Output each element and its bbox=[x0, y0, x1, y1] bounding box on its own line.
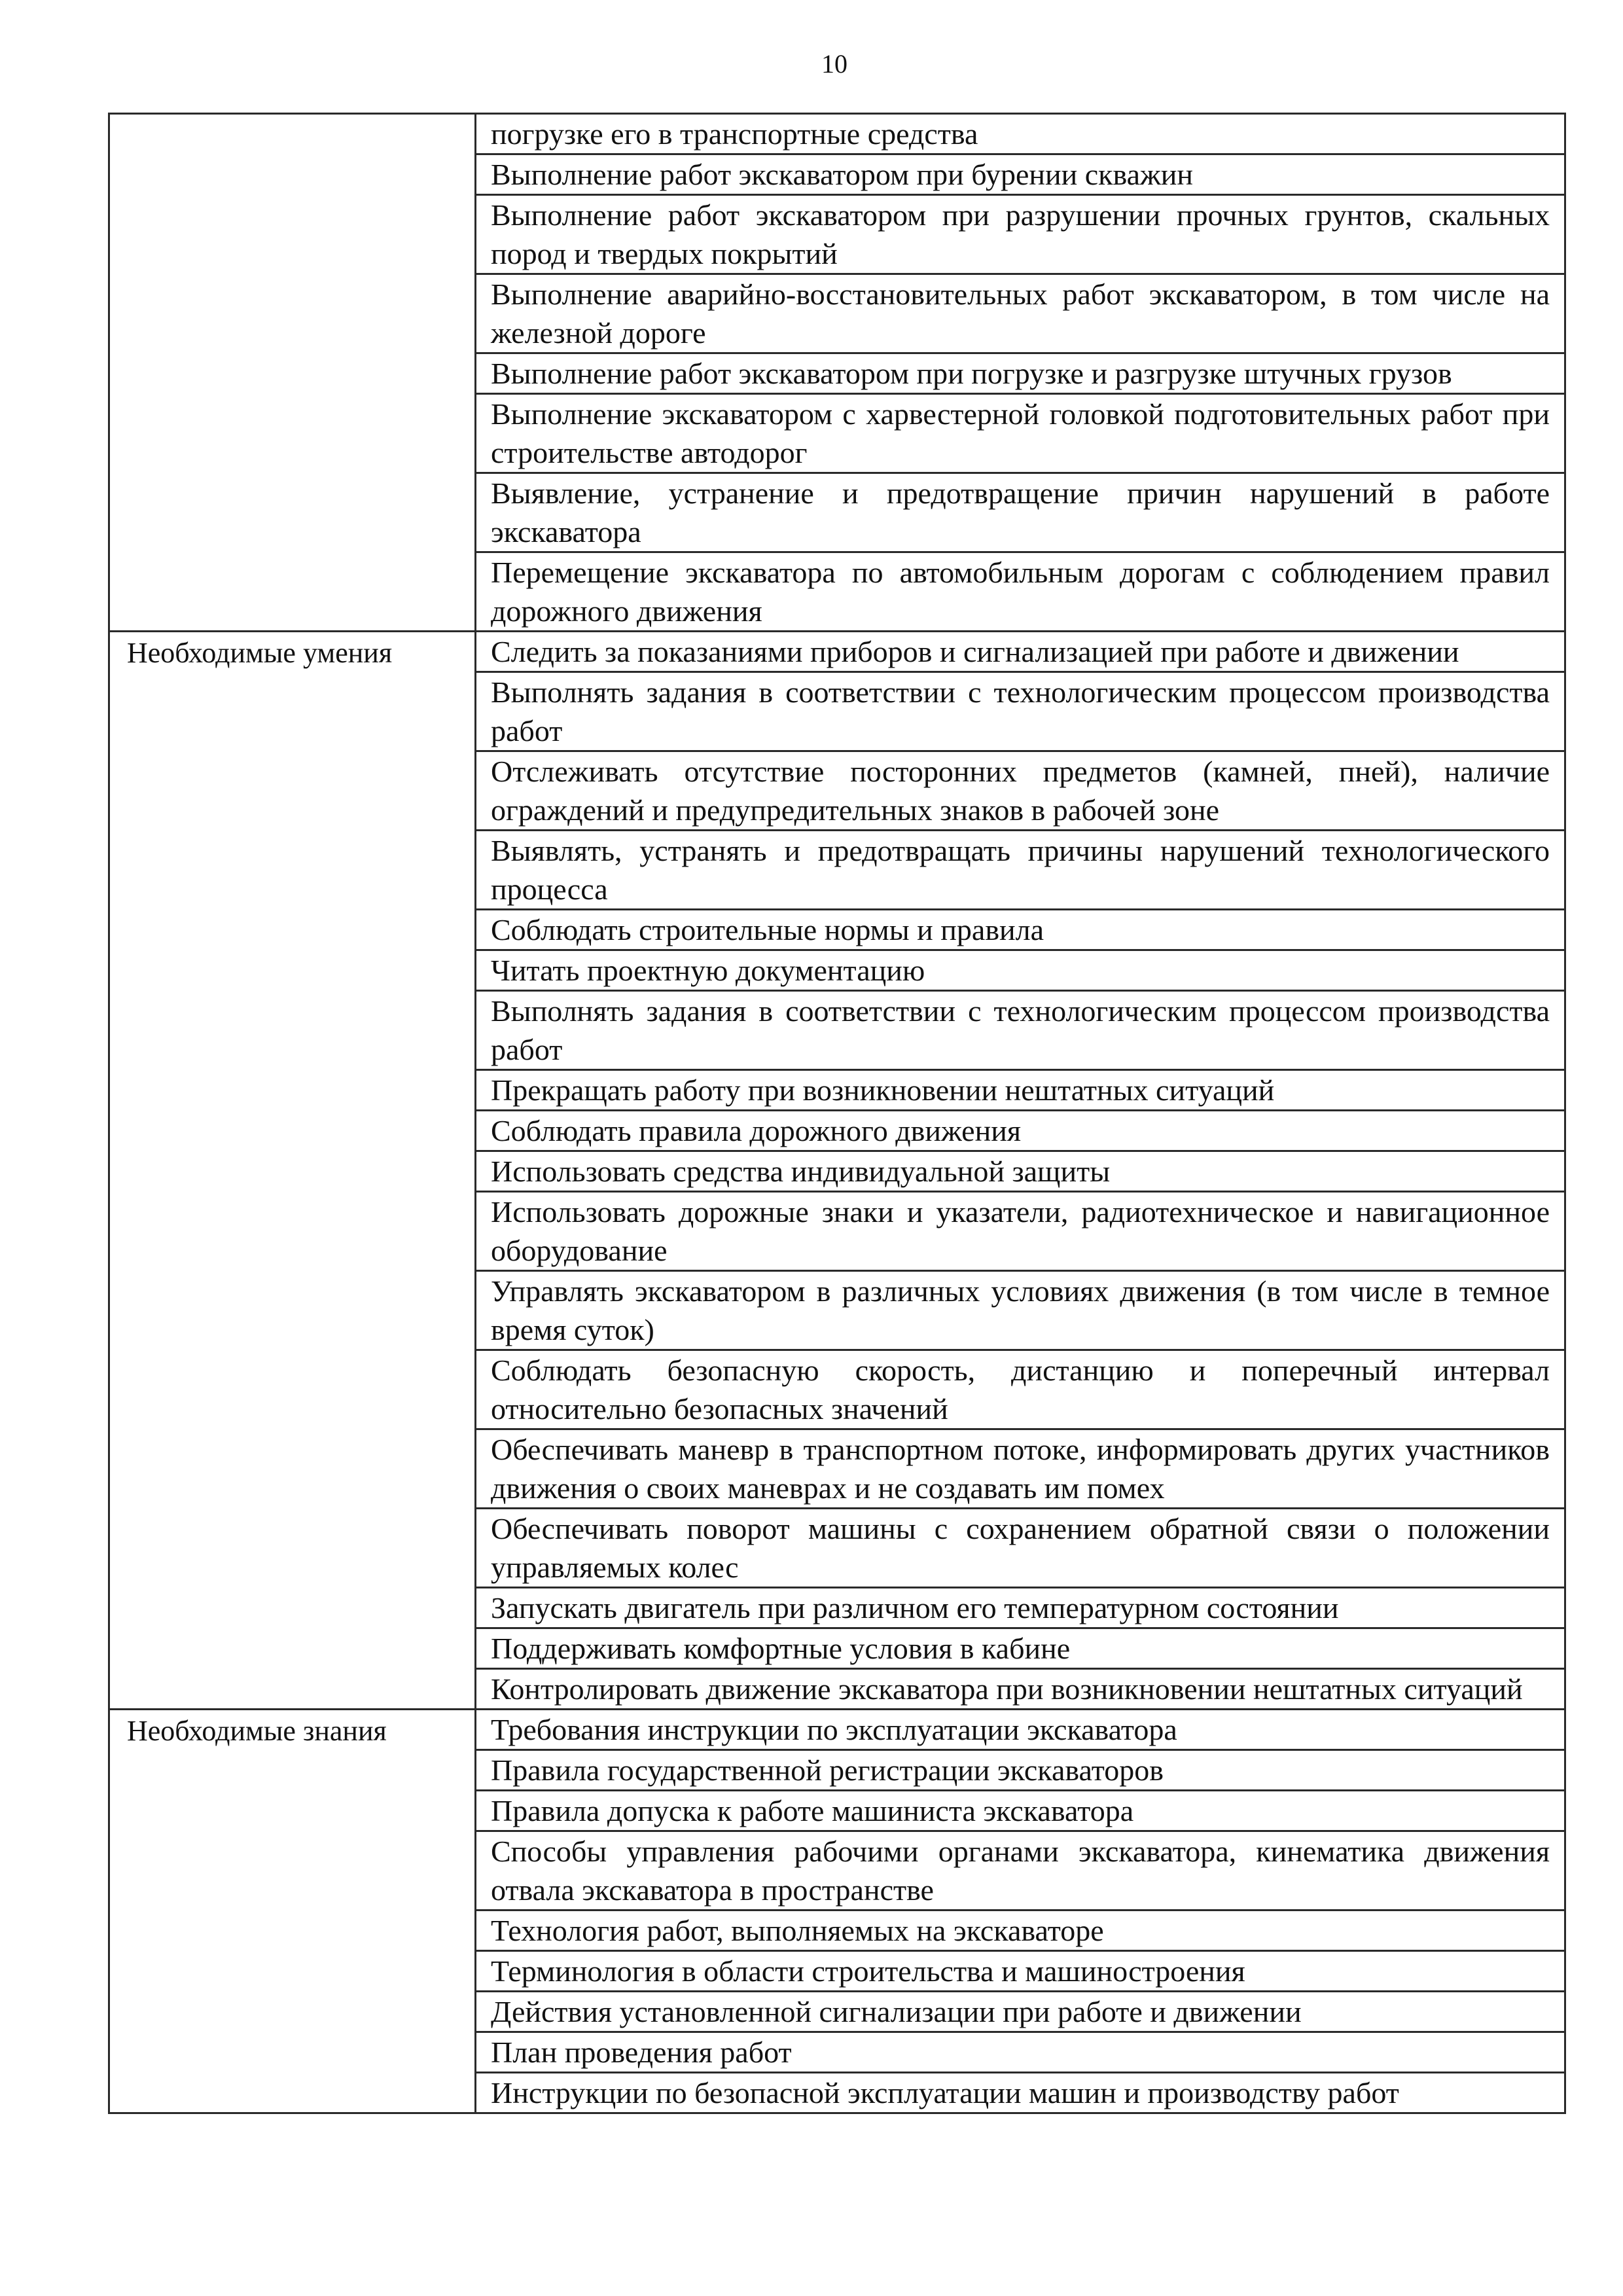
item-cell: Использовать дорожные знаки и указатели, радиотехническое и навигационное оборудование bbox=[476, 1192, 1565, 1271]
item-cell: Выявление, устранение и предотвращение причин нарушений в работе экскаватора bbox=[476, 473, 1565, 552]
item-cell: Читать проектную документацию bbox=[476, 950, 1565, 991]
item-cell: Выполнять задания в соответствии с технологическим процессом производства работ bbox=[476, 672, 1565, 751]
section-label-cell bbox=[109, 114, 476, 632]
item-cell: Отслеживать отсутствие посторонних предметов (камней, пней), наличие ограждений и предупредительных знаков в рабочей зоне bbox=[476, 751, 1565, 831]
item-cell: Прекращать работу при возникновении нештатных ситуаций bbox=[476, 1070, 1565, 1111]
table-row bbox=[109, 632, 1565, 672]
item-cell: Запускать двигатель при различном его температурном состоянии bbox=[476, 1588, 1565, 1628]
item-cell: Соблюдать строительные нормы и правила bbox=[476, 910, 1565, 950]
item-cell: Перемещение экскаватора по автомобильным дорогам с соблюдением правил дорожного движения bbox=[476, 552, 1565, 632]
section-label-cell bbox=[109, 1710, 476, 2113]
item-cell: Выполнять задания в соответствии с технологическим процессом производства работ bbox=[476, 991, 1565, 1070]
table-row bbox=[109, 114, 1565, 154]
page-number: 10 bbox=[821, 49, 847, 79]
item-cell: погрузке его в транспортные средства bbox=[476, 114, 1565, 154]
item-cell: Обеспечивать маневр в транспортном потоке, информировать других участников движения о своих маневрах и не создавать им помех bbox=[476, 1429, 1565, 1509]
section-label-cell bbox=[109, 632, 476, 1710]
item-cell: Выполнение работ экскаватором при разрушении прочных грунтов, скальных пород и твердых покрытий bbox=[476, 195, 1565, 274]
item-cell: Следить за показаниями приборов и сигнализацией при работе и движении bbox=[476, 632, 1565, 672]
item-cell: Соблюдать правила дорожного движения bbox=[476, 1111, 1565, 1151]
item-cell: Выполнение экскаватором с харвестерной головкой подготовительных работ при строительстве автодорог bbox=[476, 394, 1565, 473]
item-cell: Выполнение работ экскаватором при бурении скважин bbox=[476, 154, 1565, 195]
item-cell: Контролировать движение экскаватора при возникновении нештатных ситуаций bbox=[476, 1669, 1565, 1710]
item-cell: Правила допуска к работе машиниста экскаватора bbox=[476, 1791, 1565, 1831]
item-cell: Использовать средства индивидуальной защиты bbox=[476, 1151, 1565, 1192]
item-cell: Действия установленной сигнализации при работе и движении bbox=[476, 1992, 1565, 2032]
table-row bbox=[109, 1710, 1565, 1750]
item-cell: Инструкции по безопасной эксплуатации машин и производству работ bbox=[476, 2073, 1565, 2113]
item-cell: Соблюдать безопасную скорость, дистанцию и поперечный интервал относительно безопасных значений bbox=[476, 1350, 1565, 1429]
competency-table bbox=[108, 113, 1566, 2114]
table-body bbox=[109, 114, 1565, 2113]
item-cell: Способы управления рабочими органами экскаватора, кинематика движения отвала экскаватора в пространстве bbox=[476, 1831, 1565, 1910]
item-cell: Выполнение аварийно-восстановительных работ экскаватором, в том числе на железной дороге bbox=[476, 274, 1565, 353]
item-cell: Правила государственной регистрации экскаваторов bbox=[476, 1750, 1565, 1791]
item-cell: Поддерживать комфортные условия в кабине bbox=[476, 1628, 1565, 1669]
item-cell: Управлять экскаватором в различных условиях движения (в том числе в темное время суток) bbox=[476, 1271, 1565, 1350]
item-cell: Требования инструкции по эксплуатации экскаватора bbox=[476, 1710, 1565, 1750]
section-label: Необходимые умения bbox=[127, 637, 393, 669]
item-cell: Терминология в области строительства и машиностроения bbox=[476, 1951, 1565, 1992]
item-cell: Технология работ, выполняемых на экскаваторе bbox=[476, 1910, 1565, 1951]
item-cell: План проведения работ bbox=[476, 2032, 1565, 2073]
item-cell: Обеспечивать поворот машины с сохранением обратной связи о положении управляемых колес bbox=[476, 1509, 1565, 1588]
item-cell: Выявлять, устранять и предотвращать причины нарушений технологического процесса bbox=[476, 831, 1565, 910]
item-cell: Выполнение работ экскаватором при погрузке и разгрузке штучных грузов bbox=[476, 353, 1565, 394]
section-label: Необходимые знания bbox=[127, 1715, 387, 1747]
